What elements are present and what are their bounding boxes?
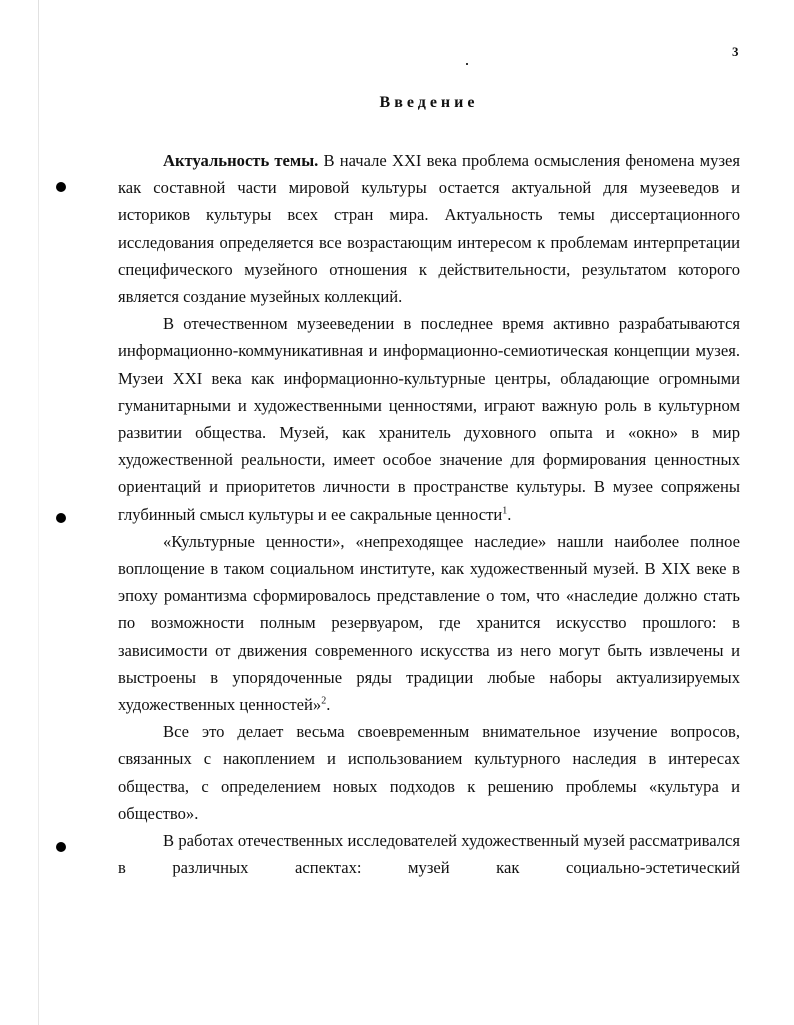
- footnote-ref: 1: [502, 505, 508, 517]
- paragraph-end: .: [326, 695, 331, 715]
- page-number: 3: [732, 44, 739, 59]
- binder-hole-mark: [56, 182, 66, 192]
- scan-speck: [466, 63, 468, 65]
- paragraph-end: .: [507, 504, 512, 524]
- footnote-ref: 2: [321, 695, 327, 707]
- section-title: Введение: [379, 94, 479, 111]
- paragraph-museology: [118, 310, 740, 528]
- paragraph-timeliness: [118, 718, 740, 827]
- paragraph-text: Все это делает весьма своевременным внимательное изучение вопросов, связанных с накоплением и использованием культурного наследия в интересах общества, с определением новых подходов к решению проблемы «культура и общество».: [118, 722, 740, 823]
- binder-hole-mark: [56, 842, 66, 852]
- paragraph-text: «Культурные ценности», «непреходящее наследие» нашли наиболее полное воплощение в таком социальном институте, как художественный музей. В XIX веке в эпоху романтизма сформировалось представление о том, что «наследие должно стать по возможности полным резервуаром, где хранится искусство прошлого: в зависимости от движения современного искусства из него могут быть извлечены и выстроены в упорядоченные ряды традиции любые наборы актуализируемых художественных ценностей»: [118, 531, 740, 715]
- paragraph-cultural-values: [118, 528, 740, 718]
- paragraph-relevance: [118, 147, 740, 310]
- paragraph-text: В отечественном музееведении в последнее время активно разрабатываются информационно-коммуникативная и информационно-семиотическая концепции музея. Музеи XXI века как информационно-культурные центры, обладающие огромными гуманитарными и художественными ценностями, играют важную роль в культурном развитии общества. Музей, как хранитель духовного опыта и «окно» в мир художественной реальности, имеет особое значение для формирования ценностных ориентаций и приоритетов личности в пространстве культуры. В музее сопряжены глубинный смысл культуры и ее сакральные ценности: [118, 314, 740, 524]
- relevance-heading: Актуальность темы.: [163, 151, 319, 170]
- paragraph-text: В работах отечественных исследователей художественный музей рассматривался в различных аспектах: музей как социально-эстетический: [118, 831, 740, 878]
- body-text: [118, 147, 740, 881]
- scan-edge-line: [38, 0, 39, 1025]
- binder-hole-mark: [56, 513, 66, 523]
- paragraph-research: [118, 827, 740, 881]
- paragraph-text: В начале XXI века проблема осмысления феномена музея как составной части мировой культуры остается актуальной для музееведов и историков культуры всех стран мира. Актуальность темы диссертационного исследования определяется все возрастающим интересом к проблемам интерпретации специфического музейного отношения к действительности, результатом которого является создание музейных коллекций.: [118, 151, 740, 307]
